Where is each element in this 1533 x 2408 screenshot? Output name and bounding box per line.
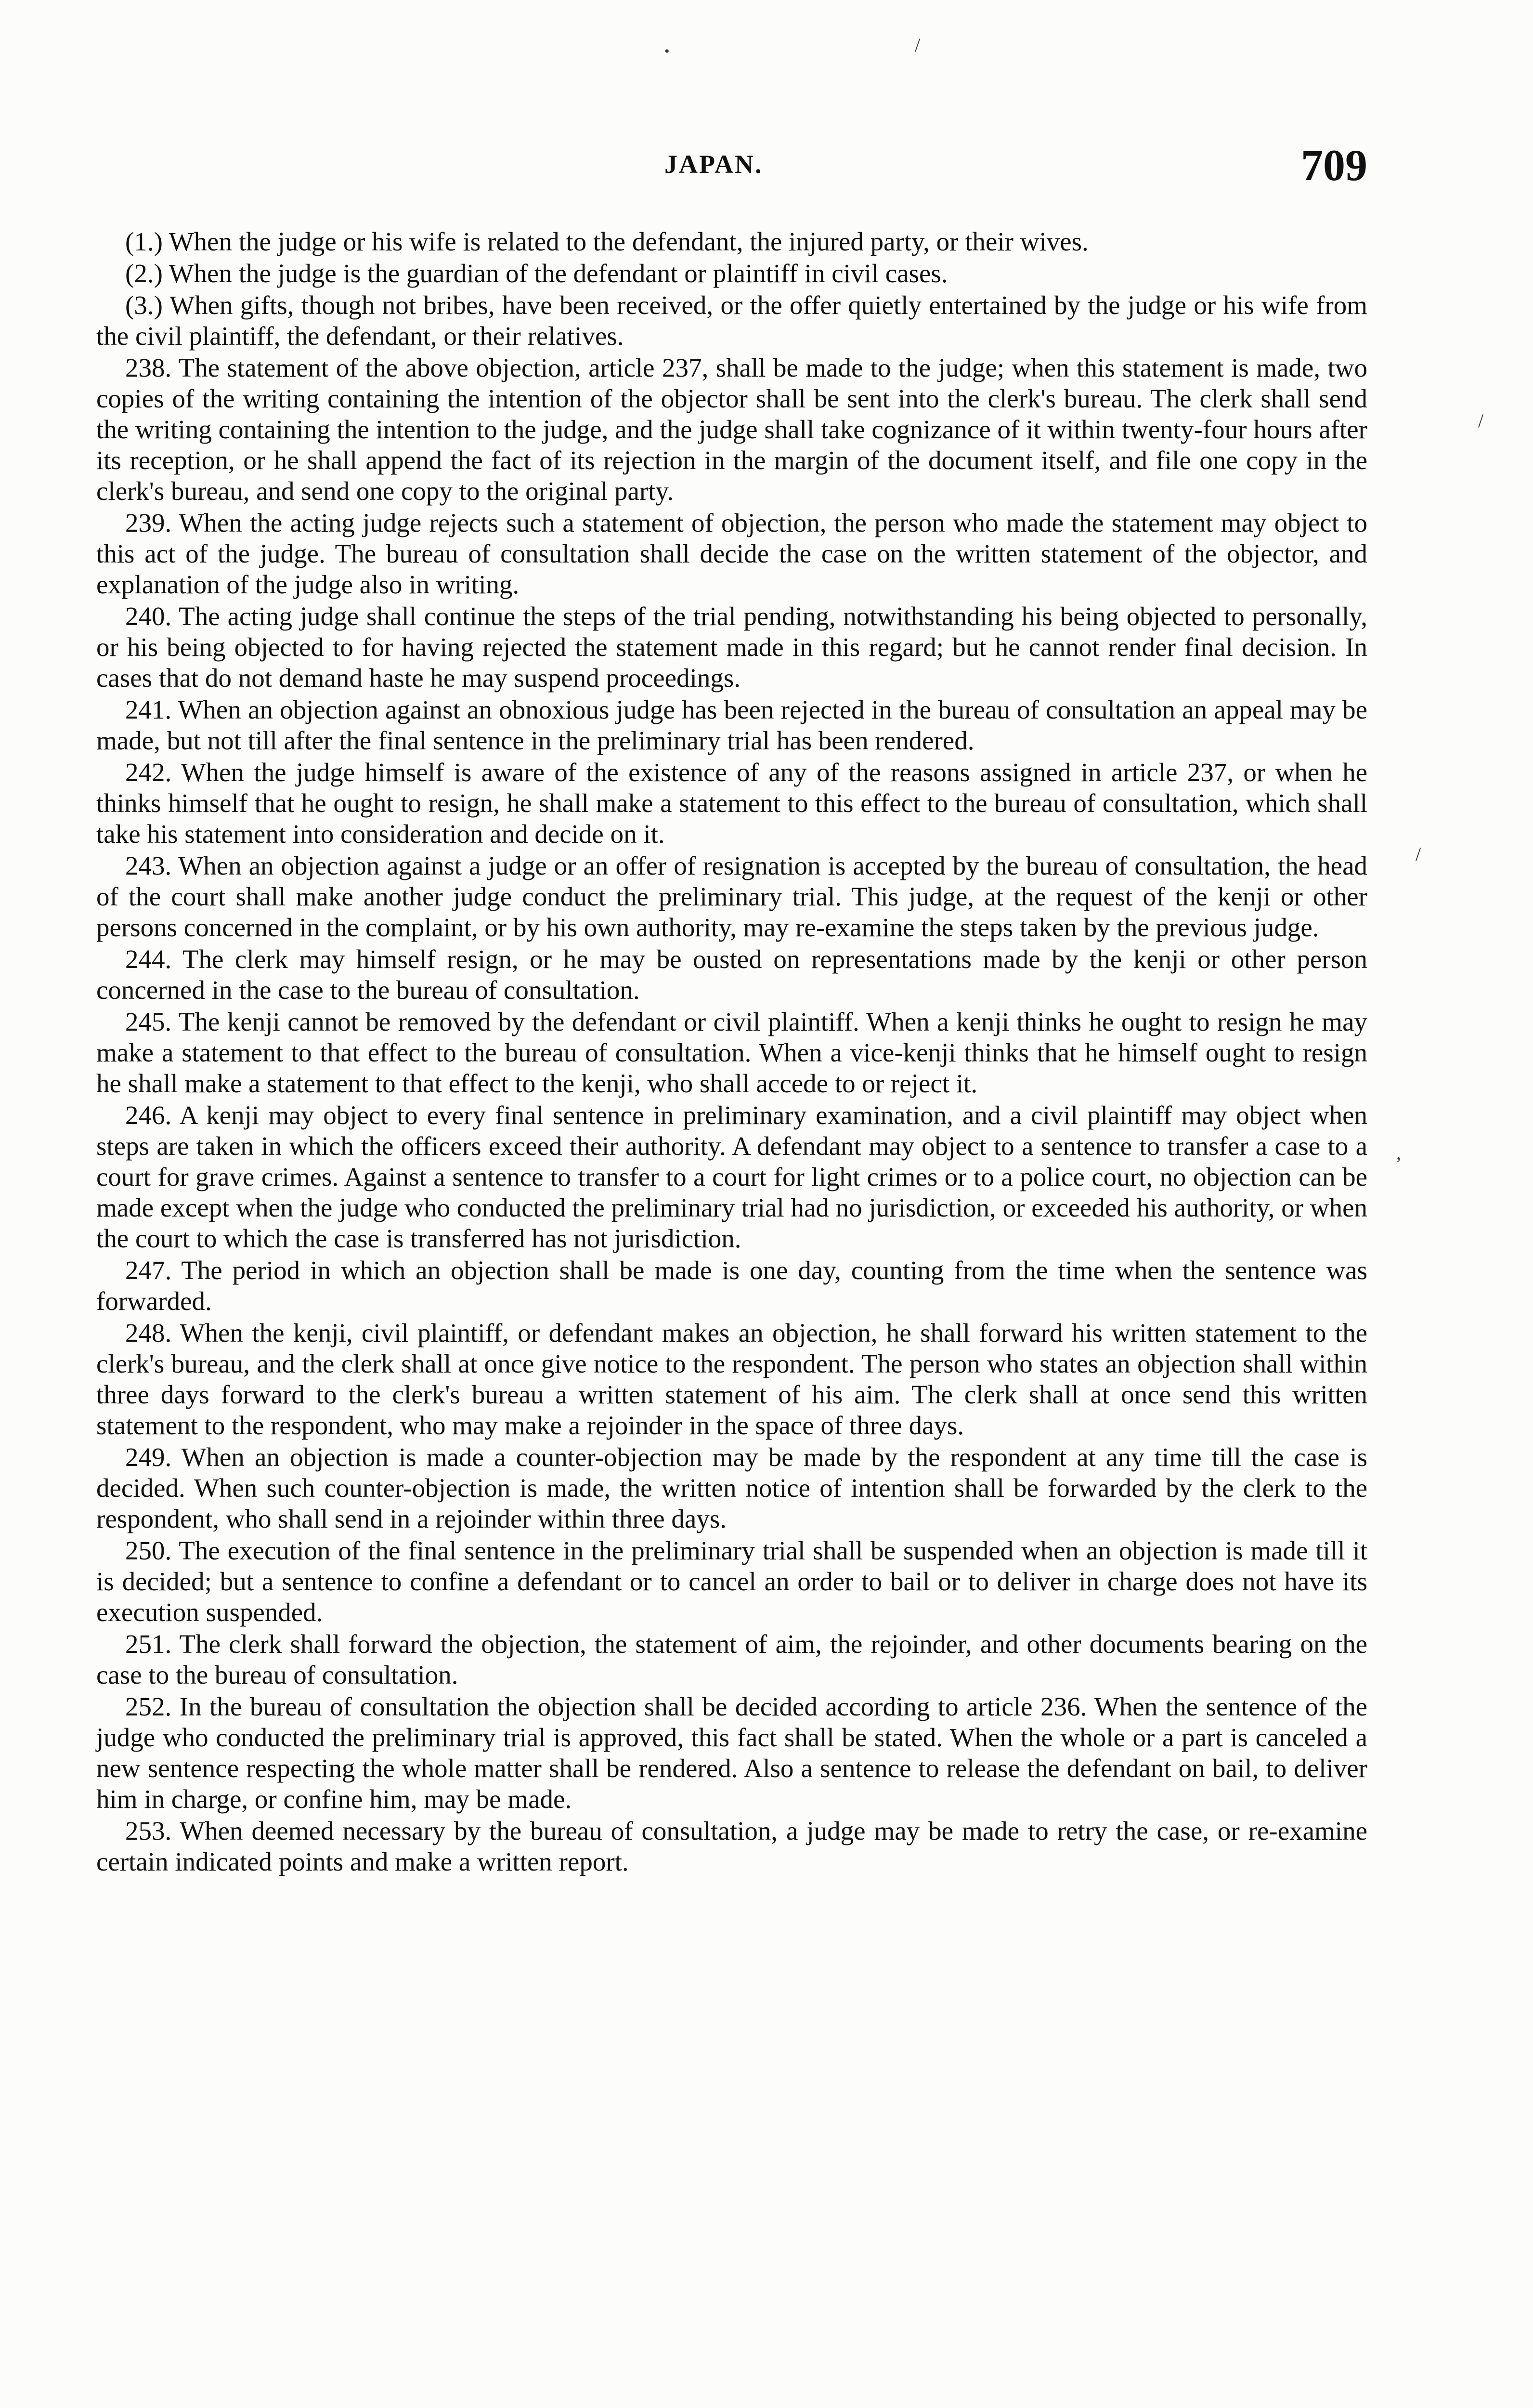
paragraph: 242. When the judge himself is aware of the existence of any of the reasons assigned in article 237, or when he thinks himself that he ought to resign, he shall make a statement to this effect to the bureau of consultation, which shall take his statement into consideration and decide on it. <box>96 758 1367 849</box>
page-header <box>96 140 1367 193</box>
paragraph: 252. In the bureau of consultation the objection shall be decided according to article 236. When the sentence of the judge who conducted the preliminary trial is approved, this fact shall be stated. When the whole or a part is canceled a new sentence respecting the whole matter shall be rendered. Also a sentence to release the defendant on bail, to deliver him in charge, or confine him, may be made. <box>96 1692 1367 1814</box>
paragraph: 249. When an objection is made a counter-objection may be made by the respondent at any time till the case is decided. When such counter-objection is made, the written notice of intention shall be forwarded by the clerk to the respondent, who shall send in a rejoinder within three days. <box>96 1442 1367 1533</box>
paragraph: 241. When an objection against an obnoxious judge has been rejected in the bureau of consultation an appeal may be made, but not till after the final sentence in the preliminary trial has been rendered. <box>96 695 1367 755</box>
running-head: JAPAN. <box>664 150 763 179</box>
paragraph: 246. A kenji may object to every final sentence in preliminary examination, and a civil plaintiff may object when steps are taken in which the officers exceed their authority. A defendant may object to a sentence to transfer a case to a court for grave crimes. Against a sentence to transfer to a court for light crimes or to a police court, no objection can be made except when the judge who conducted the preliminary trial had no jurisdiction, or exceeded his authority, or when the court to which the case is transferred has not jurisdiction. <box>96 1100 1367 1253</box>
paragraph: 238. The statement of the above objection, article 237, shall be made to the judge; when this statement is made, two copies of the writing containing the intention of the objector shall be sent into the clerk's bureau. The clerk shall send the writing containing the intention to the judge, and the judge shall take cognizance of it within twenty-four hours after its reception, or he shall append the fact of its rejection in the margin of the document itself, and file one copy in the clerk's bureau, and send one copy to the original party. <box>96 353 1367 506</box>
paragraph: 251. The clerk shall forward the objection, the statement of aim, the rejoinder, and other documents bearing on the case to the bureau of consultation. <box>96 1629 1367 1689</box>
paragraph: 240. The acting judge shall continue the steps of the trial pending, notwithstanding his being objected to personally, or his being objected to for having rejected the statement made in this regard; but he cannot render final decision. In cases that do not demand haste he may suspend proceedings. <box>96 602 1367 693</box>
stray-mark: / <box>915 34 921 56</box>
page-number: 709 <box>1301 141 1367 190</box>
paragraph: (3.) When gifts, though not bribes, have been received, or the offer quietly entertained by the judge or his wife from the civil plaintiff, the defendant, or their relatives. <box>96 290 1367 351</box>
paragraph: (1.) When the judge or his wife is related to the defendant, the injured party, or their wives. <box>125 227 1089 256</box>
stray-mark: • <box>664 43 670 59</box>
paragraph: 248. When the kenji, civil plaintiff, or defendant makes an objection, he shall forward his written statement to the clerk's bureau, and the clerk shall at once give notice to the respondent. The person who states an objection shall within three days forward to the clerk's bureau a written statement of his aim. The clerk shall at once send this written statement to the respondent, who may make a rejoinder in the space of three days. <box>96 1318 1367 1440</box>
margin-mark: / <box>1478 410 1484 432</box>
paragraph: 239. When the acting judge rejects such a statement of objection, the person who made the statement may object to this act of the judge. The bureau of consultation shall decide the case on the written statement of the objector, and explanation of the judge also in writing. <box>96 508 1367 599</box>
margin-mark: / <box>1416 843 1421 865</box>
paragraph: 247. The period in which an objection shall be made is one day, counting from the time when the sentence was forwarded. <box>96 1256 1367 1316</box>
margin-mark: , <box>1396 1142 1401 1164</box>
paragraph: 244. The clerk may himself resign, or he may be ousted on representations made by the kenji or other person concerned in the case to the bureau of consultation. <box>96 944 1367 1005</box>
paragraph: 253. When deemed necessary by the bureau of consultation, a judge may be made to retry the case, or re-examine certain indicated points and make a written report. <box>96 1816 1367 1876</box>
body-text <box>96 226 1367 1878</box>
paragraph: 250. The execution of the final sentence in the preliminary trial shall be suspended when an objection is made till it is decided; but a sentence to confine a defendant or to cancel an order to bail or to deliver in charge does not have its execution suspended. <box>96 1536 1367 1627</box>
paragraph: 243. When an objection against a judge or an offer of resignation is accepted by the bureau of consultation, the head of the court shall make another judge conduct the preliminary trial. This judge, at the request of the kenji or other persons concerned in the complaint, or by his own authority, may re-examine the steps taken by the previous judge. <box>96 851 1367 942</box>
paragraph: 245. The kenji cannot be removed by the defendant or civil plaintiff. When a kenji thinks he ought to resign he may make a statement to that effect to the bureau of consultation. When a vice-kenji thinks that he himself ought to resign he shall make a statement to that effect to the kenji, who shall accede to or reject it. <box>96 1007 1367 1098</box>
paragraph: (2.) When the judge is the guardian of the defendant or plaintiff in civil cases. <box>125 259 948 288</box>
